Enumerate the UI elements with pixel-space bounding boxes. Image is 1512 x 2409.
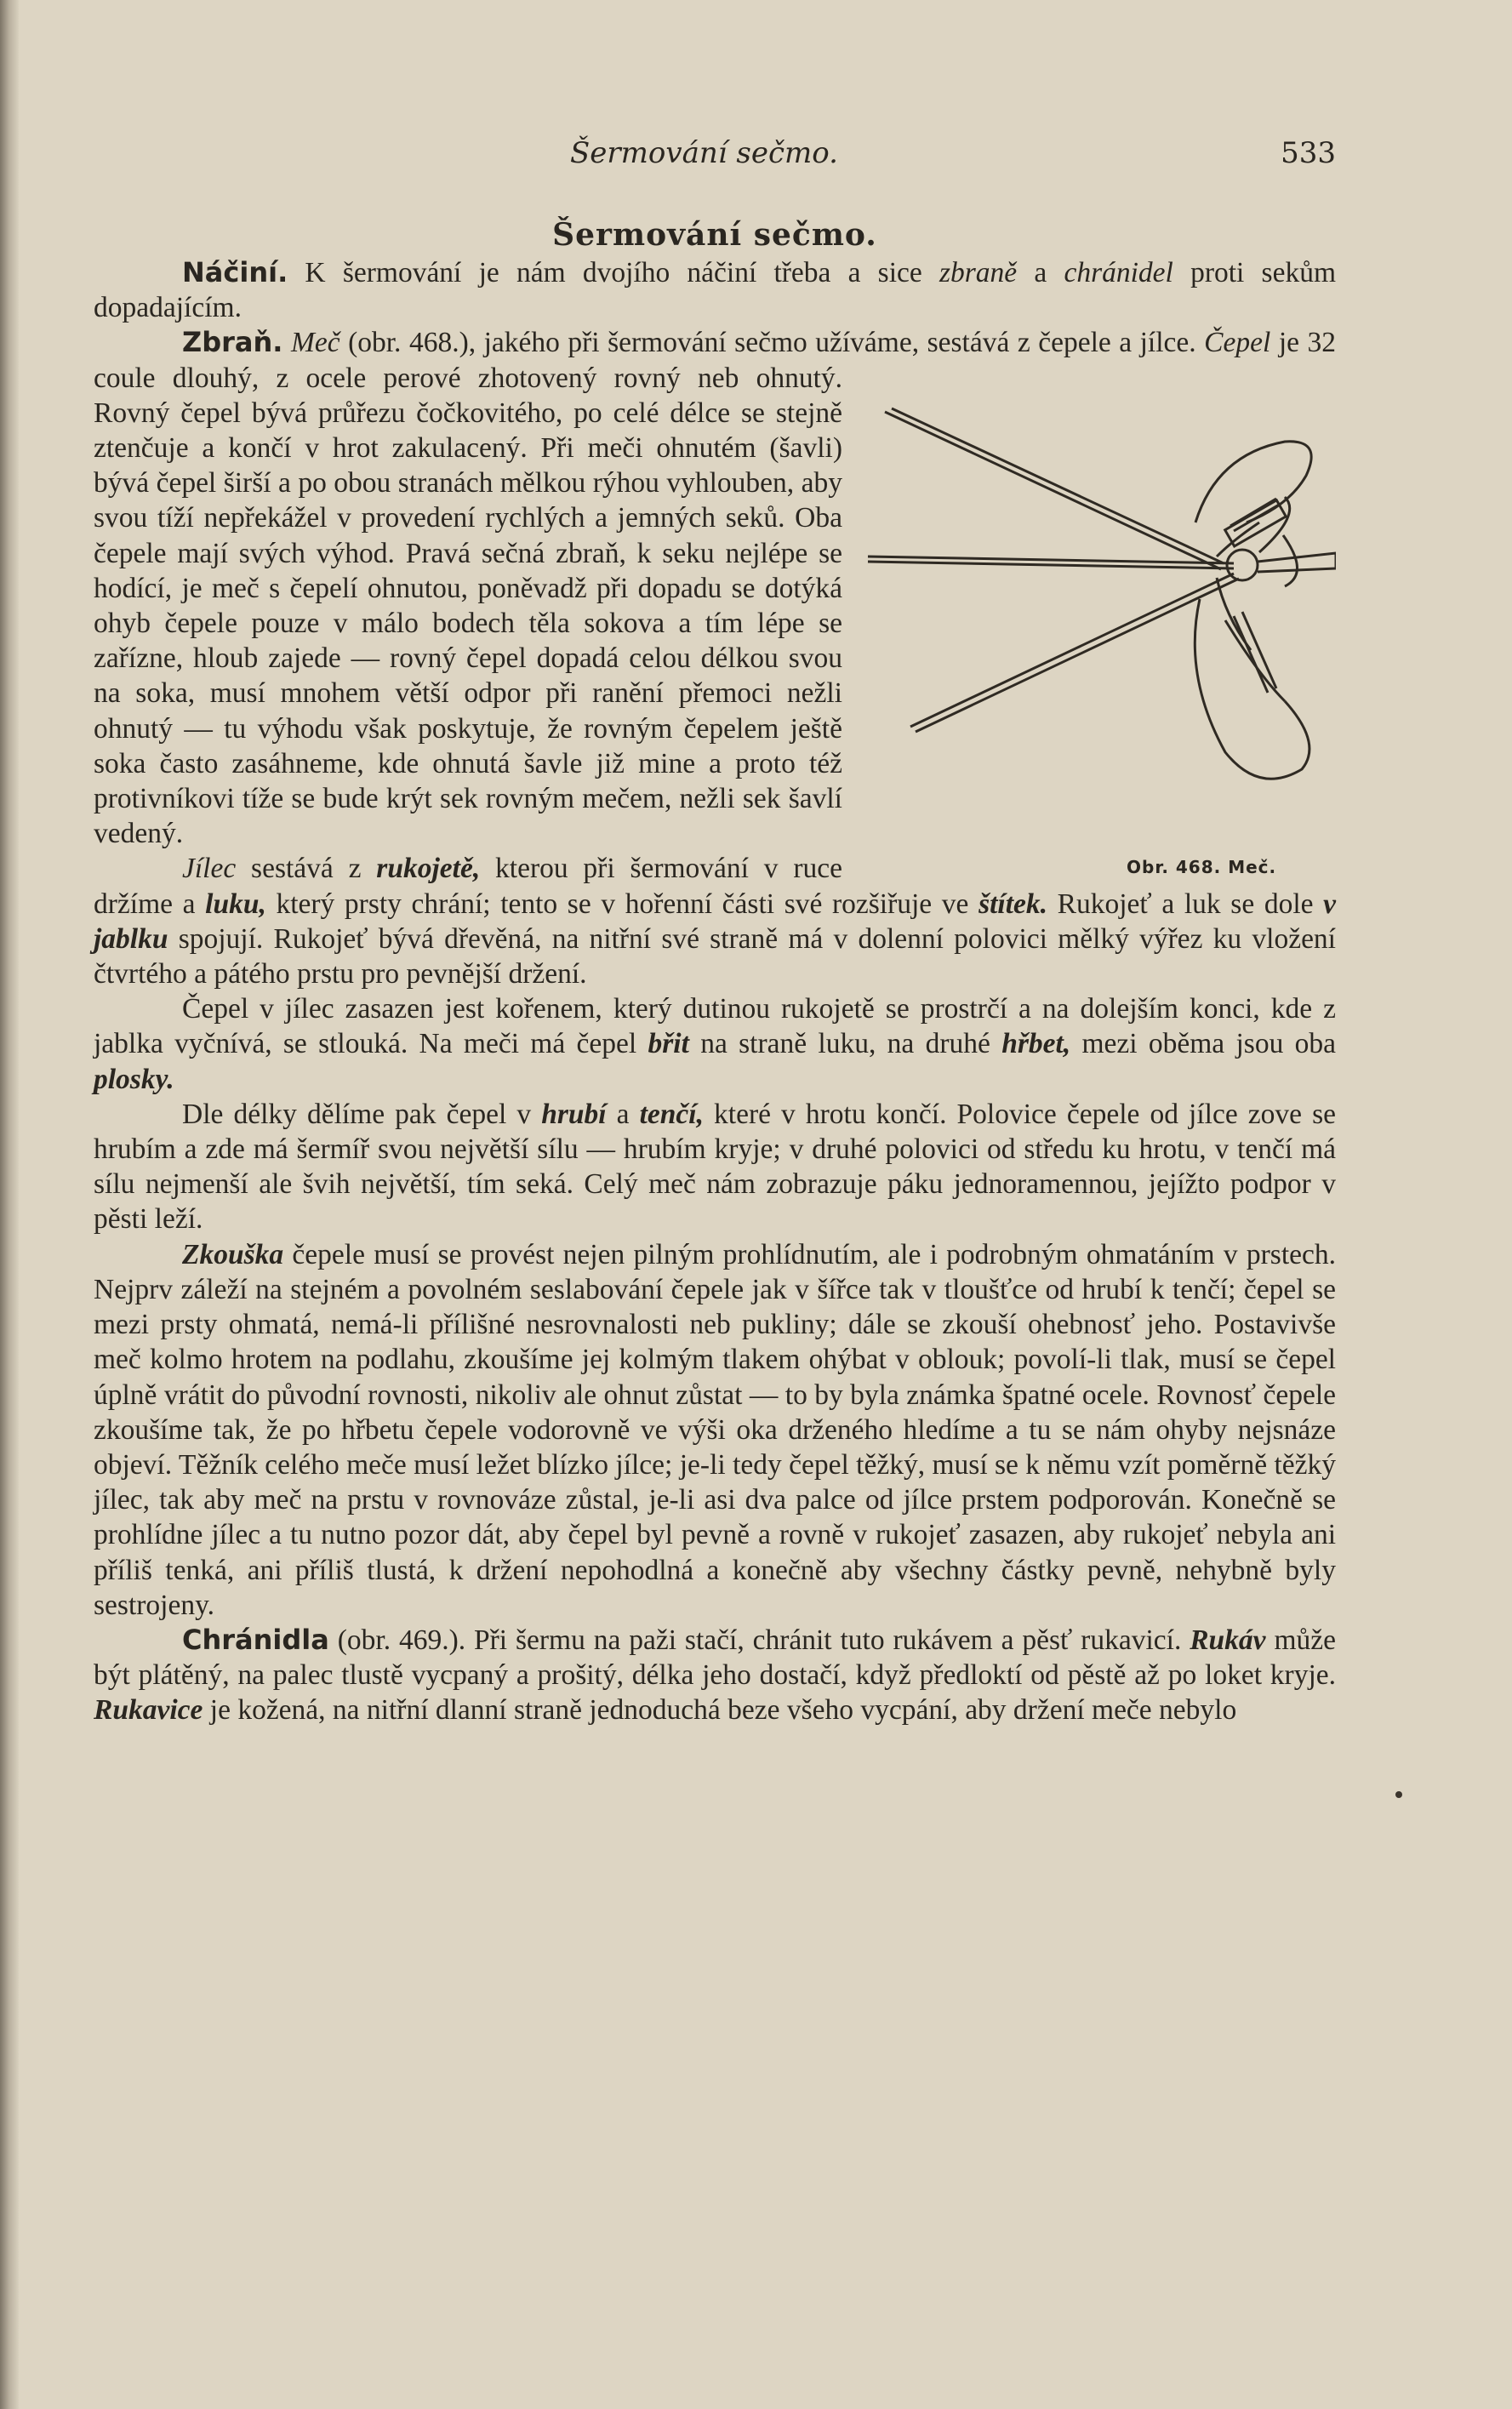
emphasis: zbraně	[939, 257, 1018, 288]
text-run: a	[606, 1098, 640, 1130]
text-run: na straně luku, na druhé	[688, 1028, 1002, 1060]
paragraph-blade-parts	[94, 991, 1336, 1097]
running-head	[94, 136, 1336, 179]
paragraph-blade-length	[94, 1097, 1336, 1237]
saber-drawing	[868, 497, 1336, 586]
paragraph-equipment	[94, 255, 1336, 325]
emphasis: Jílec	[182, 853, 237, 885]
text-run: může být plátěný, na palec tlustě vycpaný a prošitý, délka jeho dostačí, když předloktí od pěstě až po loket kryje.	[94, 1624, 1336, 1692]
emphasis: břit	[648, 1028, 689, 1060]
text-run: kterou při šermování v ruce držíme a	[94, 853, 843, 920]
emphasis: rukojetě,	[376, 853, 481, 885]
text-run: mezi oběma jsou oba	[1070, 1028, 1336, 1060]
text-run: (obr. 469.). Při šermu na paži stačí, chránit tuto rukávem a pěsť rukavicí.	[328, 1624, 1190, 1656]
paragraph-protection	[94, 1623, 1336, 1728]
text-run: je 32 coule dlouhý, z ocele perové zhotovený rovný neb ohnutý. Rovný čepel bývá průřezu čočkovitého, po celé délce se stejně ztenčuje a končí v hrot zakulacený. Při meči ohnutém (šavli) bývá čepel širší a po obou stranách mělkou rýhou vyhlouben, aby svou tíží nepřekážel v provedení rychlých a jemných seků. Oba čepele mají svých výhod. Pravá sečná zbraň, k seku nejlépe se hodící, je meč s čepelí ohnutou, poněvadž při dopadu se dotýká ohyb čepele pouze v málo bodech těla sokova a tím lépe se zařízne, hloub zajede — rovný čepel dopadá celou délkou svou na soka, musí mnohem větší odpor při ranění přemoci nežli ohnutý — tu výhodu však poskytuje, že rovným čepelem ještě soka často zasáhneme, kde ohnutá šavle již mine a proto též protivníkovi tíže se bude krýt sek rovným mečem, nežli sek šavlí vedený.	[94, 327, 1336, 850]
text-run: které v hrotu končí. Polovice čepele od jílce zove se hrubím a zde má šermíř svou největší sílu — hrubím kryje; v druhé polovici od středu ku hrotu, v tenčí má sílu nejmenší ale švih největší, tím seká. Celý meč nám zobrazuje páku jednoramennou, jejížto podpor v pěsti leží.	[94, 1098, 1336, 1236]
running-title: Šermování sečmo.	[570, 136, 838, 170]
body-text	[94, 255, 1336, 1728]
text-run: je kožená, na nitřní dlanní straně jednoduchá beze všeho vycpání, aby držení meče nebylo	[203, 1694, 1237, 1727]
text-run: a	[1017, 257, 1064, 288]
curved-saber-drawing	[910, 574, 1309, 779]
emphasis: plosky.	[94, 1063, 174, 1095]
ink-speck	[1395, 1791, 1402, 1798]
emphasis: luku,	[205, 888, 266, 920]
text-run: Rukojeť a luk se dole	[1047, 888, 1324, 920]
emphasis: v jablku	[94, 888, 1336, 955]
emphasis: hřbet,	[1001, 1028, 1071, 1060]
straight-sword-drawing	[885, 408, 1311, 569]
paragraph-testing	[94, 1237, 1336, 1623]
text-run: proti sekům dopadajícím.	[94, 257, 1337, 324]
lead-term: Chránidla	[182, 1623, 329, 1656]
lead-term: Zbraň.	[182, 326, 283, 359]
section-title: Šermování sečmo.	[552, 217, 877, 253]
crossed-swords-illustration	[859, 395, 1336, 854]
text-run: sestává z	[236, 853, 377, 885]
emphasis: Meč	[290, 327, 340, 359]
emphasis: Rukavice	[94, 1694, 203, 1727]
book-page	[94, 0, 1336, 2409]
emphasis: štítek.	[979, 888, 1048, 920]
text-run	[282, 327, 291, 358]
text-run: Čepel v jílec zasazen jest kořenem, který dutinou rukojetě se prostrčí a na dolejším konci, kde z jablka vyčnívá, se stlouká. Na meči má čepel	[94, 993, 1336, 1060]
emphasis: Rukáv	[1190, 1624, 1266, 1656]
sword-figure	[859, 361, 1336, 877]
figure-caption: Obr. 468. Meč.	[1127, 856, 1277, 877]
emphasis: chránidel	[1064, 257, 1173, 288]
text-run: který prsty chrání; tento se v hořenní části své rozšiřuje ve	[265, 888, 979, 920]
scan-binding-edge	[0, 0, 19, 2409]
page-number: 533	[1281, 136, 1336, 170]
text-run: (obr. 468.), jakého při šermování sečmo užíváme, sestává z čepele a jílce.	[339, 327, 1205, 359]
emphasis: hrubí	[541, 1098, 607, 1130]
text-run: K šermování je nám dvojího náčiní třeba a sice	[288, 257, 939, 288]
text-run: spojují. Rukojeť bývá dřevěná, na nitřní své straně má v dolenní polovici mělký výřez ku vložení čtvrtého a pátého prstu pro pevnější držení.	[94, 922, 1336, 990]
emphasis: Zkouška	[182, 1238, 284, 1270]
emphasis: Čepel	[1204, 327, 1271, 359]
text-run: Dle délky dělíme pak čepel v	[182, 1098, 542, 1130]
emphasis: tenčí,	[639, 1098, 704, 1130]
lead-term: Náčiní.	[182, 256, 288, 288]
text-run: čepele musí se provést nejen pilným prohlídnutím, ale i podrobným ohmatáním v prstech. Nejprv záleží na stejném a povolném seslabování čepele jak v šířce tak v tloušťce od hrubí k tenčí; čepel se mezi prsty ohmatá, nemá-li přílišné nesrovnalosti neb pukliny; dále se zkouší ohebnosť jeho. Postavivše meč kolmo hrotem na podlahu, zkoušíme jej kolmým tlakem ohýbat v oblouk; povolí-li tlak, musí se čepel úplně vrátit do původní rovnosti, nikoliv ale ohnut zůstat — to by byla známka špatné ocele. Rovnosť čepele zkoušíme tak, že po hřbetu čepele vodorovně ve výši oka drženého hledíme a tu se nám ohyby nejsnáze objeví. Těžník celého meče musí ležet blízko jílce; je-li tedy čepel těžký, musí se k němu vzít poměrně těžký jílec, tak aby meč na prstu v rovnováze zůstal, je-li asi dva palce od jílce prstem podporován. Konečně se prohlídne jílec a tu nutno pozor dát, aby čepel byl pevně a rovně v rukojeť zasazen, aby rukojeť nebyla ani příliš tenká, ani příliš tlustá, k držení nepohodlná a konečně aby všechny částky pevně, nehybně byly sestrojeny.	[94, 1238, 1336, 1621]
